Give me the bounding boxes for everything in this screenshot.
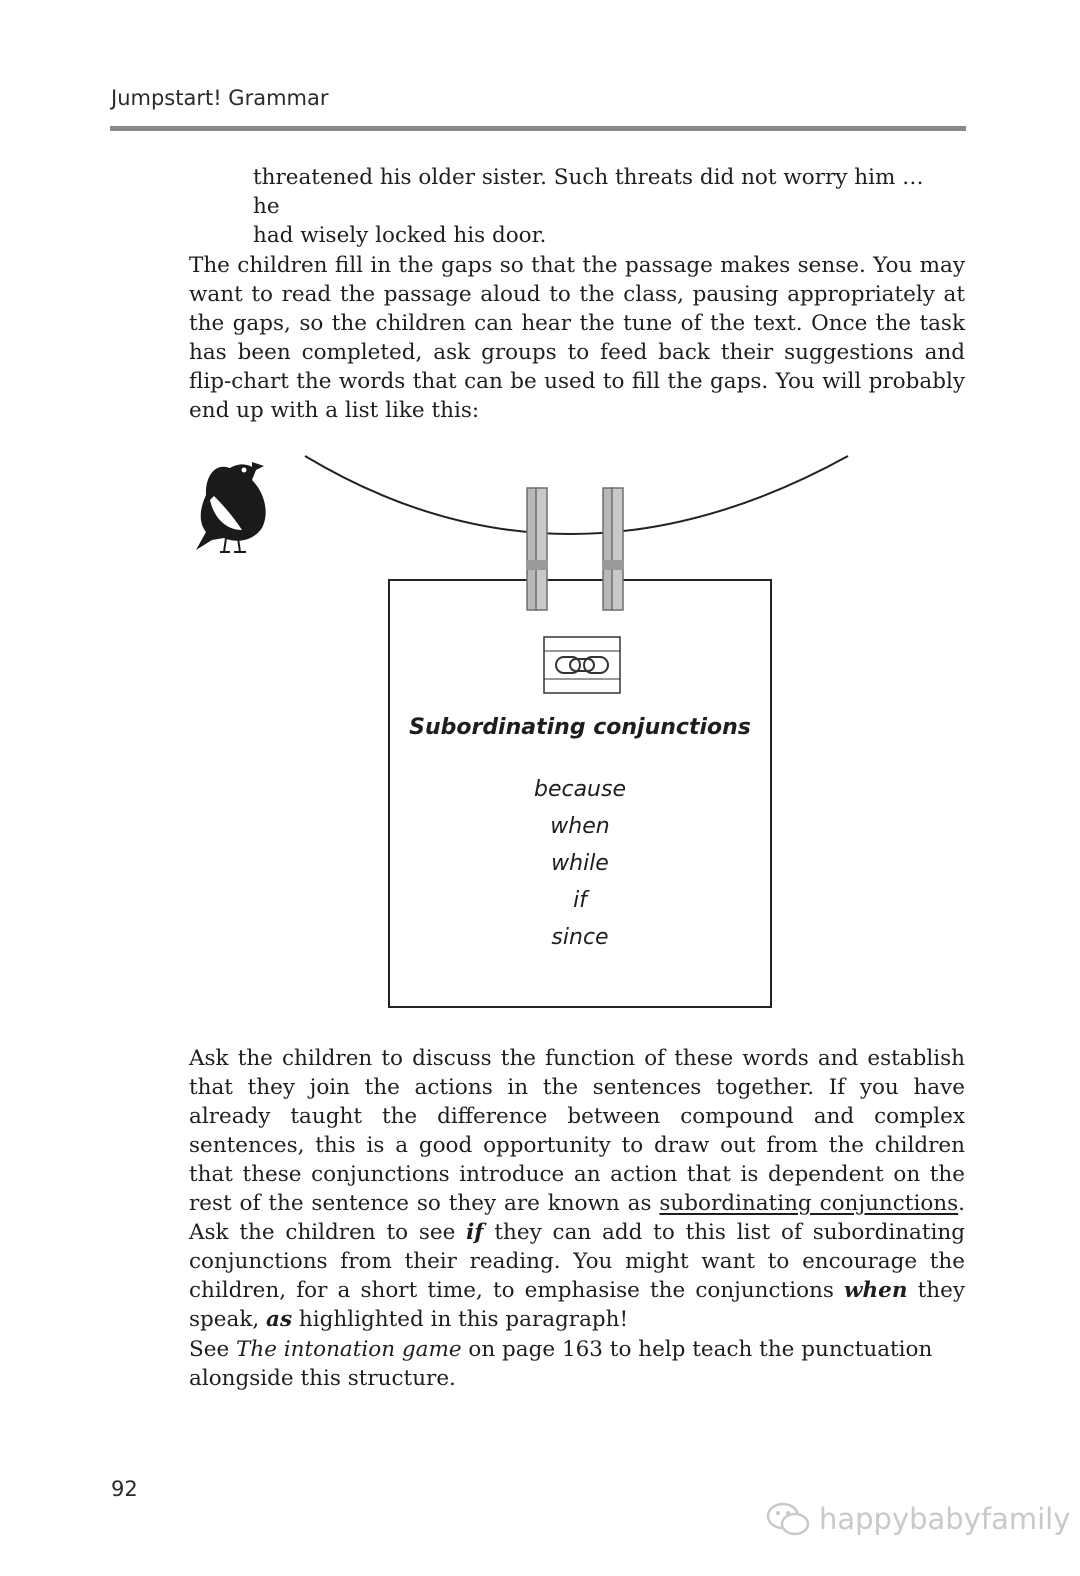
- text-span: highlighted in this paragraph!: [292, 1307, 629, 1332]
- watermark: [765, 1499, 1070, 1539]
- page-number: 92: [111, 1477, 138, 1501]
- conjunction-word: since: [551, 925, 609, 950]
- clothes-peg-right: [602, 488, 624, 610]
- text-span: See: [189, 1337, 237, 1362]
- conjunction-word: because: [533, 777, 627, 802]
- emphasis-word: when: [844, 1278, 908, 1303]
- underlined-term: subordinating conjunctions: [659, 1191, 959, 1216]
- chain-link-icon: [544, 637, 620, 693]
- clothes-peg-left: [526, 488, 548, 610]
- paragraph-intro: The children fill in the gaps so that the passage makes sense. You may want to read the passage aloud to the class, pausing appropriately at the gaps, so the children can hear the tune of the text. Once the task has been completed, ask groups to feed back their suggestions and flip-chart the words that can be used to fill the gaps. You will probably end up with a list like this:: [189, 253, 965, 423]
- clothesline-rope: [305, 456, 848, 534]
- wechat-icon: [765, 1501, 811, 1537]
- game-title: The intonation game: [236, 1337, 462, 1362]
- conjunction-word: while: [551, 851, 609, 876]
- text-span: . Ask the children to see: [189, 1191, 965, 1245]
- text-span: they speak,: [189, 1278, 965, 1332]
- emphasis-word: if: [466, 1220, 484, 1245]
- emphasis-word: as: [266, 1307, 293, 1332]
- magpie-icon: [196, 462, 266, 552]
- text-span: they can add to this list of subordinating conjunctions from their reading. You might want to encourage the children, for a short time, to emphasise the conjunctions: [189, 1220, 965, 1303]
- text-span: on page 163 to help teach the punctuation alongside this structure.: [189, 1337, 933, 1391]
- watermark-text: happybabyfamily: [819, 1502, 1071, 1536]
- running-title: Jumpstart! Grammar: [111, 86, 329, 110]
- paragraph-discussion: [189, 1044, 965, 1334]
- paragraph-cross-reference: [189, 1335, 965, 1393]
- text-span: Ask the children to discuss the function of these words and establish that they join the actions in the sentences together. If you have already taught the difference between compound and complex sentences, this is a good opportunity to draw out from the children that these conjunctions introduce an action that is dependent on the rest of the sentence so they are known as: [189, 1046, 965, 1216]
- conjunction-word: if: [573, 888, 587, 913]
- quote-line-2: had wisely locked his door.: [253, 223, 547, 248]
- card-title: Subordinating conjunctions: [409, 715, 751, 740]
- conjunction-word: when: [550, 814, 610, 839]
- quote-line-1: threatened his older sister. Such threats did not worry him … he: [253, 165, 924, 219]
